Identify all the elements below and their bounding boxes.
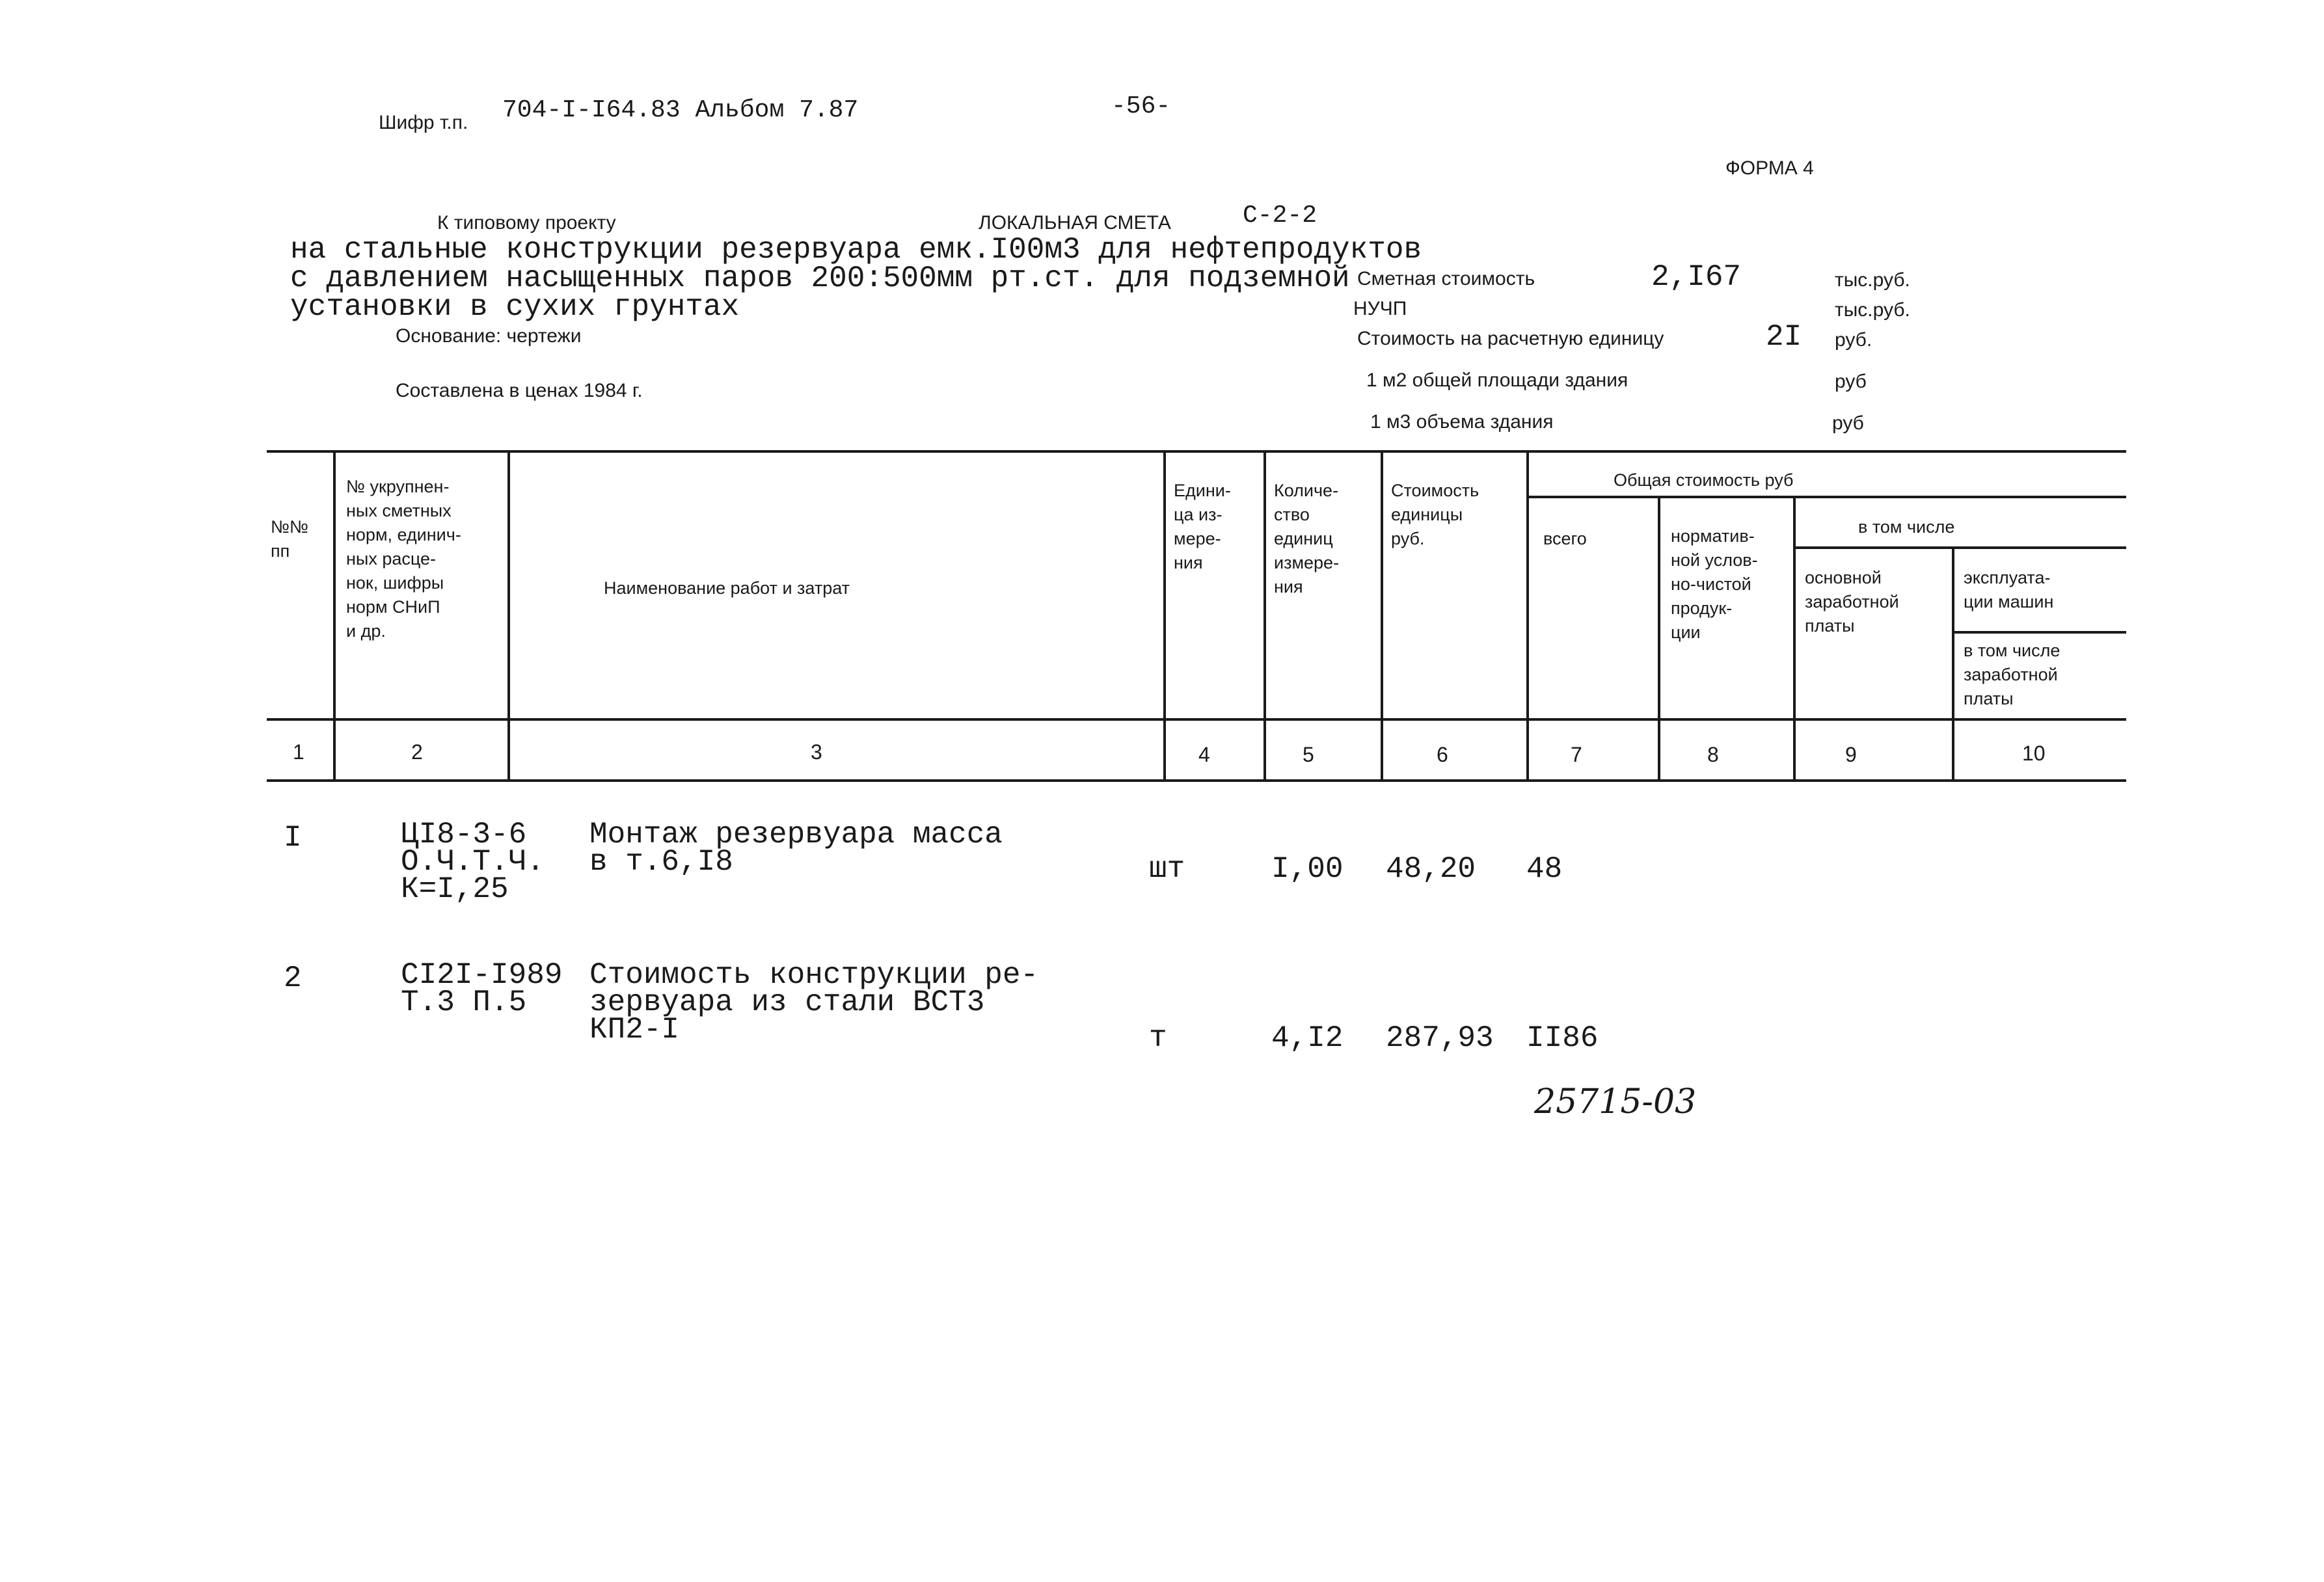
col-divider (1952, 548, 1954, 781)
table-number-row-rule (267, 779, 2126, 782)
col-divider (333, 451, 336, 781)
row-total: II86 (1526, 1021, 1599, 1055)
col-number-9: 9 (1845, 743, 1857, 766)
header-col-3: Наименование работ и затрат (604, 578, 850, 598)
estimated-cost-value: 2,I67 (1651, 260, 1742, 294)
per-m2-unit: руб (1835, 371, 1867, 392)
header-col-6: Стоимость единицы руб. (1391, 481, 1480, 548)
row-unit: т (1149, 1021, 1167, 1055)
header-col-7: всего (1543, 529, 1587, 548)
title-line-1: на стальные конструкции резервуара емк.I00м3 для нефтепродуктов (290, 233, 1422, 267)
header-col-4: Едини- ца из- мере- ния (1174, 481, 1231, 572)
basis-label: Основание: чертежи (396, 325, 582, 347)
header-incl-group: в том числе (1858, 517, 1955, 537)
row-name: Стоимость конструкции ре- зервуара из стали ВСТ3 КП2-I (589, 958, 1039, 1047)
table-subhead-rule (1529, 496, 2126, 498)
table-subhead-rule (1796, 546, 2126, 549)
nchp-unit: тыс.руб. (1835, 299, 1910, 321)
col-number-6: 6 (1437, 743, 1448, 766)
col-divider (1263, 451, 1266, 781)
header-total-group: Общая стоимость руб (1614, 470, 1794, 490)
per-unit-unit: руб. (1835, 329, 1872, 351)
page-number: -56- (1111, 92, 1171, 120)
table-top-rule (267, 450, 2126, 453)
estimated-cost-label: Сметная стоимость (1357, 268, 1535, 289)
estimate-label: ЛОКАЛЬНАЯ СМЕТА (979, 212, 1171, 234)
row-unit: шт (1149, 852, 1185, 886)
per-unit-label: Стоимость на расчетную единицу (1357, 328, 1664, 349)
header-col-8: норматив- ной услов- но-чистой продук- ции (1671, 526, 1758, 642)
header-col-9: основной заработной платы (1805, 568, 1899, 636)
row-qty: I,00 (1271, 852, 1344, 886)
col-divider (1793, 497, 1796, 781)
col-divider (1526, 451, 1529, 781)
header-col-10a: эксплуата- ции машин (1964, 568, 2054, 611)
estimate-code: С-2-2 (1243, 202, 1317, 230)
header-col-1: №№ пп (271, 517, 308, 561)
per-m3-label: 1 м3 объема здания (1370, 411, 1554, 433)
form-label: ФОРМА 4 (1725, 157, 1814, 179)
col-divider (507, 451, 510, 781)
col-number-4: 4 (1198, 743, 1210, 766)
row-code: ЦI8-3-6 О.Ч.Т.Ч. К=I,25 (401, 818, 545, 906)
col-number-10: 10 (2022, 742, 2046, 765)
row-total: 48 (1526, 852, 1563, 886)
row-name: Монтаж резервуара масса в т.6,I8 (589, 818, 1003, 879)
row-number: I (284, 821, 302, 855)
col-number-8: 8 (1707, 743, 1719, 766)
code-number: 704-I-I64.83 Альбом 7.87 (502, 96, 859, 124)
col-number-2: 2 (411, 740, 423, 764)
handwritten-note: 25715-03 (1534, 1082, 1697, 1121)
header-col-5: Количе- ство единиц измере- ния (1274, 481, 1340, 597)
header-col-10b: в том числе заработной платы (1964, 641, 2061, 708)
table-subhead-rule (1954, 631, 2126, 634)
row-qty: 4,I2 (1271, 1021, 1344, 1055)
code-label: Шифр т.п. (379, 112, 468, 133)
col-number-3: 3 (811, 740, 822, 764)
col-divider (1163, 451, 1166, 781)
row-price: 48,20 (1386, 852, 1476, 886)
estimated-cost-unit: тыс.руб. (1835, 269, 1910, 291)
per-m2-label: 1 м2 общей площади здания (1366, 369, 1628, 391)
per-m3-unit: руб (1832, 412, 1864, 434)
col-number-1: 1 (293, 740, 304, 764)
nchp-label: НУЧП (1353, 298, 1407, 319)
col-number-7: 7 (1571, 743, 1582, 766)
to-project-label: К типовому проекту (437, 212, 616, 234)
col-divider (1381, 451, 1383, 781)
col-number-5: 5 (1303, 743, 1314, 766)
per-unit-value: 2I (1766, 320, 1802, 354)
compiled-label: Составлена в ценах 1984 г. (396, 380, 643, 401)
col-divider (1658, 497, 1660, 781)
title-line-2: с давлением насыщенных паров 200:500мм рт.ст. для подземной (290, 261, 1350, 295)
title-line-3: установки в сухих грунтах (290, 290, 740, 324)
row-code: СI2I-I989 Т.3 П.5 (401, 958, 563, 1019)
row-price: 287,93 (1386, 1021, 1494, 1055)
row-number: 2 (284, 961, 302, 995)
header-col-2: № укрупнен- ных сметных норм, единич- ных расце- нок, шифры норм СНиП и др. (346, 477, 461, 641)
table-header-bottom-rule (267, 718, 2126, 721)
